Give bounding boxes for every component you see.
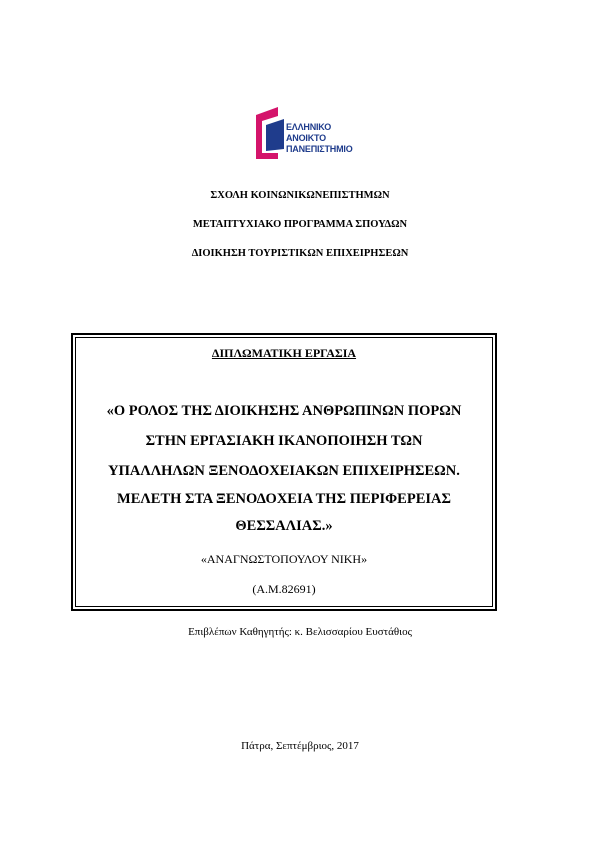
school-name: ΣΧΟΛΗ ΚΟΙΝΩΝΙΚΩΝΕΠΙΣΤΗΜΩΝ	[210, 190, 390, 201]
logo-mark-icon	[256, 107, 286, 159]
logo-line-2: ΑΝΟΙΚΤΟ	[286, 133, 326, 143]
logo-line-3: ΠΑΝΕΠΙΣΤΗΜΙΟ	[286, 144, 353, 154]
thesis-title-line-4: ΜΕΛΕΤΗ ΣΤΑ ΞΕΝΟΔΟΧΕΙΑ ΤΗΣ ΠΕΡΙΦΕΡΕΙΑΣ	[117, 491, 451, 507]
logo-line-1: ΕΛΛΗΝΙΚΟ	[286, 122, 331, 132]
thesis-title-line-3: ΥΠΑΛΛΗΛΩΝ ΞΕΝΟΔΟΧΕΙΑΚΩΝ ΕΠΙΧΕΙΡΗΣΕΩΝ.	[108, 463, 460, 479]
thesis-title-line-5: ΘΕΣΣΑΛΙΑΣ.»	[235, 518, 333, 534]
university-logo	[256, 107, 396, 161]
thesis-label: ΔΙΠΛΩΜΑΤΙΚΗ ΕΡΓΑΣΙΑ	[211, 346, 357, 360]
place-date: Πάτρα, Σεπτέμβριος, 2017	[241, 740, 359, 752]
specialization-name: ΔΙΟΙΚΗΣΗ ΤΟΥΡΙΣΤΙΚΩΝ ΕΠΙΧΕΙΡΗΣΕΩΝ	[191, 248, 409, 259]
thesis-title-line-1: «Ο ΡΟΛΟΣ ΤΗΣ ΔΙΟΙΚΗΣΗΣ ΑΝΘΡΩΠΙΝΩΝ ΠΟΡΩΝ	[106, 403, 462, 419]
supervisor-line: Επιβλέπων Καθηγητής: κ. Βελισσαρίου Ευστάθιος	[188, 626, 412, 638]
author-name: «ΑΝΑΓΝΩΣΤΟΠΟΥΛΟΥ ΝΙΚΗ»	[200, 552, 368, 566]
registration-number: (Α.Μ.82691)	[252, 582, 316, 596]
program-name: ΜΕΤΑΠΤΥΧΙΑΚΟ ΠΡΟΓΡΑΜΜΑ ΣΠΟΥΔΩΝ	[192, 219, 408, 230]
logo-text	[286, 122, 353, 155]
thesis-title-line-2: ΣΤΗΝ ΕΡΓΑΣΙΑΚΗ ΙΚΑΝΟΠΟΙΗΣΗ ΤΩΝ	[145, 433, 423, 449]
